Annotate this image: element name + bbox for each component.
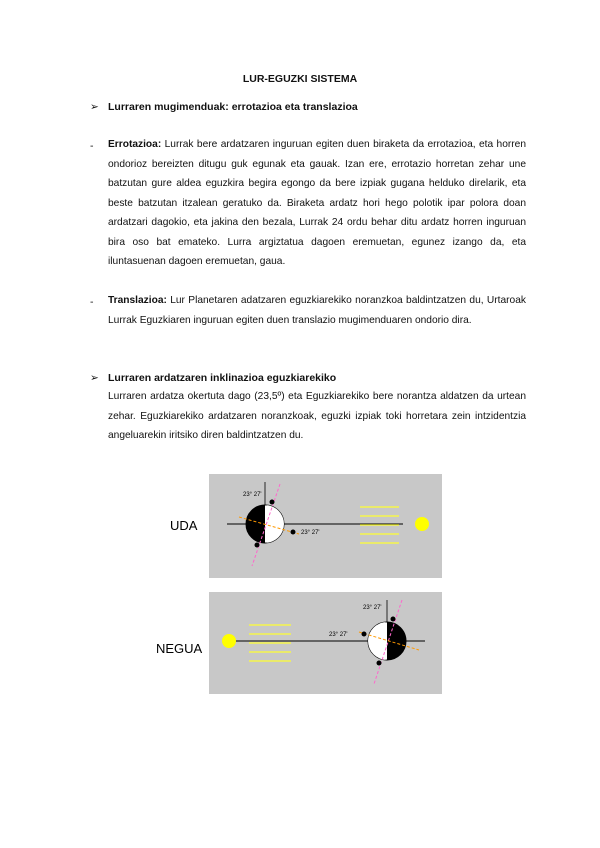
term-rotation: Errotazioa: [108, 139, 162, 150]
term-translation: Translazioa: [108, 295, 167, 306]
winter-diagram-svg [209, 592, 442, 694]
season-label-summer: UDA [170, 518, 198, 533]
paragraph-translation [108, 291, 526, 330]
angle-label-top: 23° 27' [243, 492, 262, 498]
sun-icon [415, 517, 429, 531]
summer-diagram [209, 474, 442, 578]
angle-label-side: 23° 27' [329, 632, 348, 638]
pole-dot [291, 530, 296, 535]
bullet-arrow-icon: ➢ [90, 101, 99, 113]
list-dash: - [90, 296, 94, 308]
paragraph-inclination: Lurraren ardatza okertuta dago (23,5º) eta Eguzkiarekiko bere norantza aldatzen da urtean zehar. Eguzkiarekiko ardatzaren noranzkoak, eguzki izpiak toki horretara zein intzidentzia angeluarekin iritsiko diren baldintzatzen du. [108, 391, 526, 441]
pole-dot [377, 661, 382, 666]
rotation-text: Lurrak bere ardatzaren inguruan egiten duen biraketa da errotazioa, eta horren ondorioz bereizten ditugu guk egunak eta gauak. Izan ere, errotazio horretan zehar une batzutan gure aldea eguzkira begira egongo da bere izpiak gugana helduko direlarik, eta beste batzutan itzalean geratuko da. Biraketa ardatz hori hego polotik ipar polora doan ardatzari dagokio, eta jakina den bezala, Lurrak 24 ordu behar ditu ardatz horren inguruan bira oso bat emateko. Lurra argiztatua dagoen eremuetan, egunez izango da, eta iluntasuenan dagoen eremuetan, gaua. [108, 139, 526, 267]
section-heading-movements [90, 101, 358, 113]
angle-label-side: 23° 27' [301, 530, 320, 536]
page-title: LUR-EGUZKI SISTEMA [242, 73, 358, 85]
winter-diagram [209, 592, 442, 694]
pole-dot [270, 500, 275, 505]
summer-diagram-svg [209, 474, 442, 578]
list-dash: - [90, 140, 94, 152]
sun-icon [222, 634, 236, 648]
pole-dot [255, 543, 260, 548]
translation-text: Lur Planetaren adatzaren eguzkiarekiko noranzkoa baldintzatzen du, Urtaroak Lurrak Eguzkiaren inguruan egiten duen translazio mugimenduaren ondorio dira. [108, 295, 526, 326]
sun-rays [360, 507, 399, 543]
angle-label-top: 23° 27' [363, 605, 382, 611]
pole-dot [362, 632, 367, 637]
paragraph-rotation [108, 135, 526, 272]
heading-text: Lurraren mugimenduak: errotazioa eta translazioa [108, 101, 358, 113]
sun-rays [249, 625, 291, 661]
season-label-winter: NEGUA [156, 641, 203, 656]
heading-text: Lurraren ardatzaren inklinazioa eguzkiarekiko [108, 372, 337, 384]
section-heading-inclination [90, 372, 336, 384]
pole-dot [391, 617, 396, 622]
earth-icon [368, 622, 406, 660]
bullet-arrow-icon: ➢ [90, 372, 99, 384]
